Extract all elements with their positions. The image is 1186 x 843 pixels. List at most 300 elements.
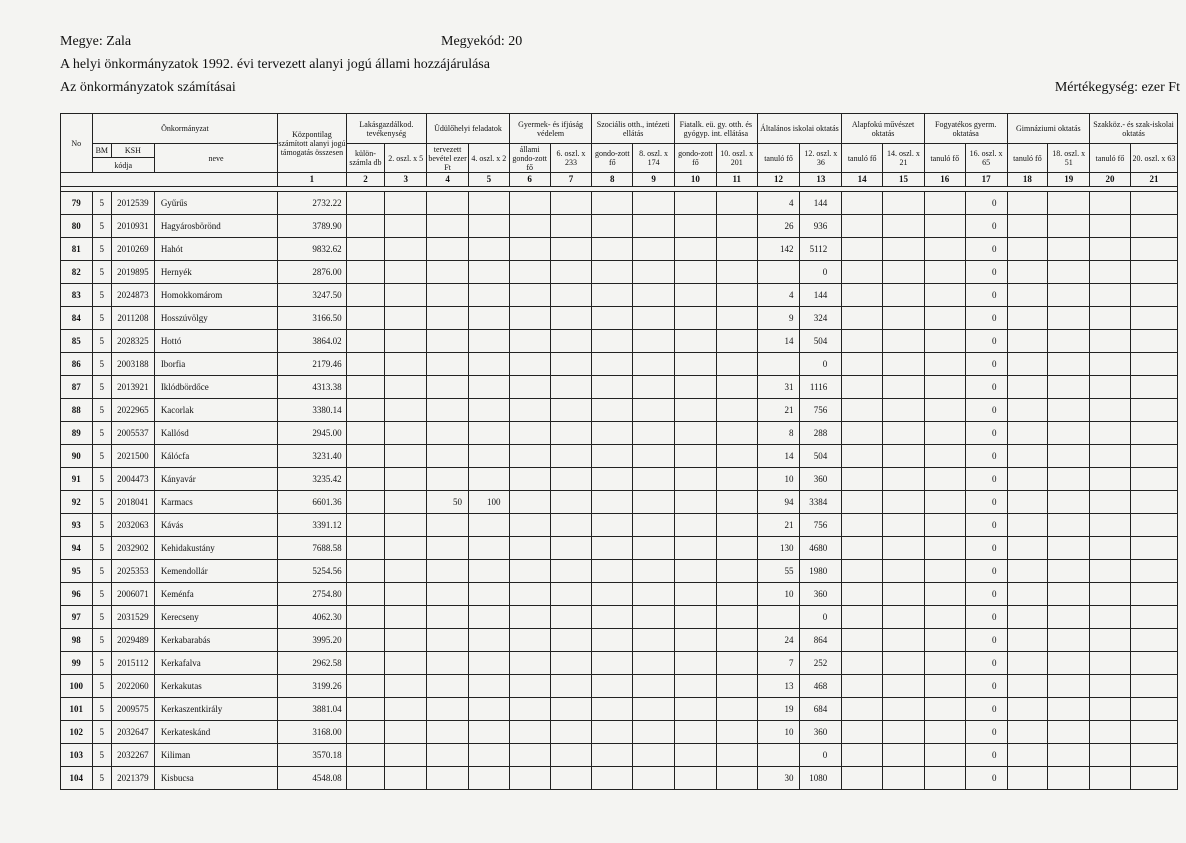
col-4-cell xyxy=(427,560,469,583)
col-19-cell xyxy=(1048,675,1090,698)
col-13-cell: 360 xyxy=(800,583,842,606)
col-9-cell xyxy=(633,422,675,445)
group-fogyatekos-header: Fogyatékos gyerm. oktatása xyxy=(924,114,1007,144)
col-20-cell xyxy=(1090,560,1131,583)
col-14-cell xyxy=(842,744,883,767)
col-19-cell xyxy=(1048,307,1090,330)
col-5-cell xyxy=(468,399,509,422)
col-16-cell xyxy=(924,675,965,698)
col-9-cell xyxy=(633,514,675,537)
col-number-14: 14 xyxy=(842,173,883,187)
total-support-cell: 2732.22 xyxy=(278,192,346,215)
col-3-cell xyxy=(385,583,427,606)
municipality-name-cell: Gyűrűs xyxy=(154,192,277,215)
col-3-cell xyxy=(385,537,427,560)
col-10-cell xyxy=(675,606,717,629)
col-14-cell xyxy=(842,307,883,330)
col-15-cell xyxy=(883,606,925,629)
col-18-cell xyxy=(1007,422,1048,445)
col-6-cell xyxy=(509,215,550,238)
total-support-cell: 3391.12 xyxy=(278,514,346,537)
col-15-cell xyxy=(883,422,925,445)
col-3-cell xyxy=(385,675,427,698)
col-20-cell xyxy=(1090,606,1131,629)
col-14-cell xyxy=(842,238,883,261)
col-8-cell xyxy=(592,192,633,215)
col-21-cell xyxy=(1130,215,1177,238)
col-18-cell xyxy=(1007,491,1048,514)
col-6-cell xyxy=(509,675,550,698)
col-11-cell xyxy=(716,721,757,744)
ksh-code-cell: 2006071 xyxy=(111,583,154,606)
col-7-cell xyxy=(550,468,592,491)
col-3-header: 2. oszl. x 5 xyxy=(385,144,427,173)
col-17-cell: 0 xyxy=(965,376,1007,399)
col-14-cell xyxy=(842,376,883,399)
col-6-cell xyxy=(509,767,550,790)
col-14-header: tanuló fő xyxy=(842,144,883,173)
col-13-cell: 1980 xyxy=(800,560,842,583)
municipality-name-cell: Kerkabarabás xyxy=(154,629,277,652)
total-support-cell: 3199.26 xyxy=(278,675,346,698)
col-15-cell xyxy=(883,698,925,721)
col-13-cell: 936 xyxy=(800,215,842,238)
col-5-cell xyxy=(468,606,509,629)
col-number-9: 9 xyxy=(633,173,675,187)
col-11-cell xyxy=(716,767,757,790)
col-4-cell xyxy=(427,767,469,790)
col-11-cell xyxy=(716,399,757,422)
col-8-cell xyxy=(592,606,633,629)
col-2-cell xyxy=(346,537,385,560)
bm-code-cell: 5 xyxy=(92,583,111,606)
col-20-cell xyxy=(1090,537,1131,560)
col-14-cell xyxy=(842,698,883,721)
col-13-cell: 324 xyxy=(800,307,842,330)
col-12-cell: 4 xyxy=(757,284,800,307)
col-2-cell xyxy=(346,376,385,399)
col-9-cell xyxy=(633,215,675,238)
col-no-header: No xyxy=(61,114,93,173)
col-6-cell xyxy=(509,652,550,675)
col-15-cell xyxy=(883,215,925,238)
col-11-cell xyxy=(716,652,757,675)
municipality-name-cell: Hahót xyxy=(154,238,277,261)
col-16-cell xyxy=(924,468,965,491)
col-10-cell xyxy=(675,284,717,307)
col-9-cell xyxy=(633,721,675,744)
bm-code-cell: 5 xyxy=(92,767,111,790)
col-9-cell xyxy=(633,238,675,261)
col-6-cell xyxy=(509,537,550,560)
col-8-cell xyxy=(592,629,633,652)
col-9-cell xyxy=(633,583,675,606)
col-2-cell xyxy=(346,514,385,537)
col-16-cell xyxy=(924,307,965,330)
col-19-header: 18. oszl. x 51 xyxy=(1048,144,1090,173)
col-15-cell xyxy=(883,583,925,606)
ksh-code-cell: 2022060 xyxy=(111,675,154,698)
col-3-cell xyxy=(385,399,427,422)
col-number-6: 6 xyxy=(509,173,550,187)
col-16-cell xyxy=(924,560,965,583)
row-number-cell: 80 xyxy=(61,215,93,238)
allocation-table xyxy=(60,113,1178,790)
col-6-cell xyxy=(509,629,550,652)
col-12-cell: 9 xyxy=(757,307,800,330)
municipality-name-cell: Kerkaszentkirály xyxy=(154,698,277,721)
col-4-cell: 50 xyxy=(427,491,469,514)
col-9-cell xyxy=(633,445,675,468)
municipality-name-cell: Kacorlak xyxy=(154,399,277,422)
row-number-cell: 99 xyxy=(61,652,93,675)
total-support-cell: 3168.00 xyxy=(278,721,346,744)
col-4-cell xyxy=(427,445,469,468)
col-8-cell xyxy=(592,399,633,422)
col-12-cell: 142 xyxy=(757,238,800,261)
col-15-cell xyxy=(883,629,925,652)
col-10-cell xyxy=(675,652,717,675)
group-alapfoku-header: Alapfokú művészet oktatás xyxy=(842,114,925,144)
col-number-19: 19 xyxy=(1048,173,1090,187)
col-13-header: 12. oszl. x 36 xyxy=(800,144,842,173)
col-17-header: 16. oszl. x 65 xyxy=(965,144,1007,173)
col-8-cell xyxy=(592,422,633,445)
col-14-cell xyxy=(842,514,883,537)
col-10-cell xyxy=(675,514,717,537)
col-4-cell xyxy=(427,307,469,330)
col-16-cell xyxy=(924,215,965,238)
col-12-cell xyxy=(757,353,800,376)
row-number-cell: 79 xyxy=(61,192,93,215)
col-7-cell xyxy=(550,744,592,767)
col-20-cell xyxy=(1090,215,1131,238)
col-3-cell xyxy=(385,560,427,583)
col-14-cell xyxy=(842,399,883,422)
col-19-cell xyxy=(1048,698,1090,721)
col-13-cell: 0 xyxy=(800,744,842,767)
col-4-header: tervezett bevétel ezer Ft xyxy=(428,144,467,172)
col-13-cell: 504 xyxy=(800,330,842,353)
col-17-cell: 0 xyxy=(965,652,1007,675)
col-5-cell xyxy=(468,376,509,399)
col-15-header: 14. oszl. x 21 xyxy=(883,144,925,173)
group-gyermek-header: Gyermek- és ifjúság védelem xyxy=(509,114,592,144)
col-10-cell xyxy=(675,192,717,215)
table-row xyxy=(61,445,1178,468)
col-5-cell xyxy=(468,652,509,675)
total-support-cell: 4062.30 xyxy=(278,606,346,629)
col-4-cell xyxy=(427,215,469,238)
ksh-code-cell: 2013921 xyxy=(111,376,154,399)
ksh-code-cell: 2010931 xyxy=(111,215,154,238)
col-16-cell xyxy=(924,353,965,376)
col-2-cell xyxy=(346,422,385,445)
col-11-cell xyxy=(716,215,757,238)
col-7-cell xyxy=(550,767,592,790)
col-11-cell xyxy=(716,330,757,353)
col-9-cell xyxy=(633,353,675,376)
col-7-cell xyxy=(550,560,592,583)
col-16-header: tanuló fő xyxy=(924,144,965,173)
col-6-cell xyxy=(509,445,550,468)
table-row xyxy=(61,353,1178,376)
col-18-cell xyxy=(1007,215,1048,238)
col-7-cell xyxy=(550,583,592,606)
bm-code-cell: 5 xyxy=(92,422,111,445)
col-16-cell xyxy=(924,652,965,675)
col-21-cell xyxy=(1130,629,1177,652)
col-16-cell xyxy=(924,629,965,652)
municipality-name-cell: Kálócfa xyxy=(154,445,277,468)
col-12-cell: 10 xyxy=(757,583,800,606)
document-subtitle: Az önkormányzatok számításai xyxy=(60,80,236,95)
col-16-cell xyxy=(924,721,965,744)
municipality-name-cell: Kallósd xyxy=(154,422,277,445)
col-15-cell xyxy=(883,330,925,353)
ksh-code-cell: 2004473 xyxy=(111,468,154,491)
col-3-cell xyxy=(385,376,427,399)
col-17-cell: 0 xyxy=(965,353,1007,376)
group-gimnazium-header: Gimnáziumi oktatás xyxy=(1007,114,1090,144)
col-15-cell xyxy=(883,491,925,514)
total-support-cell: 3881.04 xyxy=(278,698,346,721)
col-9-cell xyxy=(633,698,675,721)
col-18-cell xyxy=(1007,767,1048,790)
col-7-cell xyxy=(550,261,592,284)
col-7-cell xyxy=(550,284,592,307)
col-16-cell xyxy=(924,261,965,284)
col-10-cell xyxy=(675,399,717,422)
col-7-cell xyxy=(550,675,592,698)
col-12-cell: 10 xyxy=(757,721,800,744)
col-16-cell xyxy=(924,284,965,307)
col-12-cell xyxy=(757,261,800,284)
col-21-cell xyxy=(1130,514,1177,537)
col-13-cell: 0 xyxy=(800,353,842,376)
col-4-cell xyxy=(427,261,469,284)
ksh-code-cell: 2010269 xyxy=(111,238,154,261)
col-18-cell xyxy=(1007,721,1048,744)
col-9-cell xyxy=(633,652,675,675)
col-6-cell xyxy=(509,560,550,583)
col-2-cell xyxy=(346,675,385,698)
municipality-name-cell: Kerkateskánd xyxy=(154,721,277,744)
table-row xyxy=(61,192,1178,215)
col-15-cell xyxy=(883,652,925,675)
col-13-cell: 5112 xyxy=(800,238,842,261)
col-8-cell xyxy=(592,307,633,330)
col-20-header: tanuló fő xyxy=(1090,144,1131,173)
col-19-cell xyxy=(1048,721,1090,744)
col-13-cell: 3384 xyxy=(800,491,842,514)
bm-code-cell: 5 xyxy=(92,468,111,491)
municipality-name-cell: Kerecseny xyxy=(154,606,277,629)
ksh-code-cell: 2018041 xyxy=(111,491,154,514)
bm-code-cell: 5 xyxy=(92,560,111,583)
col-20-cell xyxy=(1090,652,1131,675)
col-11-cell xyxy=(716,468,757,491)
col-17-cell: 0 xyxy=(965,560,1007,583)
col-8-cell xyxy=(592,238,633,261)
row-number-cell: 86 xyxy=(61,353,93,376)
ksh-code-cell: 2011208 xyxy=(111,307,154,330)
col-19-cell xyxy=(1048,560,1090,583)
col-10-cell xyxy=(675,376,717,399)
col-8-cell xyxy=(592,698,633,721)
col-4-cell xyxy=(427,422,469,445)
col-14-cell xyxy=(842,652,883,675)
col-15-cell xyxy=(883,376,925,399)
col-11-cell xyxy=(716,261,757,284)
col-15-cell xyxy=(883,537,925,560)
county-label: Megye: Zala xyxy=(60,34,132,49)
col-8-cell xyxy=(592,537,633,560)
col-11-cell xyxy=(716,698,757,721)
col-number-7: 7 xyxy=(550,173,592,187)
table-row xyxy=(61,675,1178,698)
col-9-cell xyxy=(633,468,675,491)
col-12-cell: 24 xyxy=(757,629,800,652)
col-11-cell xyxy=(716,491,757,514)
col-17-cell: 0 xyxy=(965,307,1007,330)
col-14-cell xyxy=(842,721,883,744)
bm-code-cell: 5 xyxy=(92,675,111,698)
col-6-cell xyxy=(509,583,550,606)
col-12-cell: 30 xyxy=(757,767,800,790)
bm-code-cell: 5 xyxy=(92,376,111,399)
row-number-cell: 96 xyxy=(61,583,93,606)
col-18-cell xyxy=(1007,583,1048,606)
col-17-cell: 0 xyxy=(965,422,1007,445)
col-13-cell: 1116 xyxy=(800,376,842,399)
col-11-cell xyxy=(716,583,757,606)
col-4-cell xyxy=(427,537,469,560)
col-12-cell xyxy=(757,744,800,767)
table-row xyxy=(61,698,1178,721)
col-8-cell xyxy=(592,445,633,468)
col-4-cell xyxy=(427,192,469,215)
row-number-cell: 101 xyxy=(61,698,93,721)
col-number-1: 1 xyxy=(278,173,346,187)
col-21-cell xyxy=(1130,675,1177,698)
col-4-cell xyxy=(427,238,469,261)
col-19-cell xyxy=(1048,468,1090,491)
col-15-cell xyxy=(883,721,925,744)
col-21-cell xyxy=(1130,491,1177,514)
col-5-cell xyxy=(468,353,509,376)
col-14-cell xyxy=(842,261,883,284)
col-6-cell xyxy=(509,744,550,767)
col-21-cell xyxy=(1130,399,1177,422)
col-3-cell xyxy=(385,192,427,215)
col-18-cell xyxy=(1007,560,1048,583)
table-row xyxy=(61,422,1178,445)
col-5-cell xyxy=(468,445,509,468)
total-support-cell: 2962.58 xyxy=(278,652,346,675)
col-16-cell xyxy=(924,491,965,514)
county-code-label: Megyekód: 20 xyxy=(441,34,523,49)
col-13-cell: 360 xyxy=(800,468,842,491)
col-20-cell xyxy=(1090,422,1131,445)
ksh-code-cell: 2024873 xyxy=(111,284,154,307)
col-20-cell xyxy=(1090,468,1131,491)
col-number-12: 12 xyxy=(757,173,800,187)
col-3-cell xyxy=(385,422,427,445)
col-19-cell xyxy=(1048,192,1090,215)
col-12-cell: 55 xyxy=(757,560,800,583)
municipality-name-cell: Kemendollár xyxy=(154,560,277,583)
table-row xyxy=(61,468,1178,491)
col-2-cell xyxy=(346,215,385,238)
col-13-cell: 288 xyxy=(800,422,842,445)
ksh-code-cell: 2021379 xyxy=(111,767,154,790)
col-7-cell xyxy=(550,698,592,721)
col-5-cell xyxy=(468,744,509,767)
col-2-cell xyxy=(346,399,385,422)
col-6-cell xyxy=(509,353,550,376)
col-7-cell xyxy=(550,238,592,261)
col-14-cell xyxy=(842,537,883,560)
col-20-cell xyxy=(1090,698,1131,721)
group-szakkoz-header: Szakköz.- és szak-iskolai oktatás xyxy=(1090,114,1178,144)
col-2-cell xyxy=(346,767,385,790)
col-6-cell xyxy=(509,238,550,261)
col-13-cell: 144 xyxy=(800,192,842,215)
ksh-code-cell: 2028325 xyxy=(111,330,154,353)
col-12-cell: 130 xyxy=(757,537,800,560)
col-14-cell xyxy=(842,675,883,698)
col-3-cell xyxy=(385,215,427,238)
col-4-cell xyxy=(427,353,469,376)
col-5-cell xyxy=(468,560,509,583)
col-18-cell xyxy=(1007,307,1048,330)
col-6-cell xyxy=(509,376,550,399)
col-14-cell xyxy=(842,445,883,468)
table-row xyxy=(61,652,1178,675)
col-21-cell xyxy=(1130,445,1177,468)
col-15-cell xyxy=(883,767,925,790)
col-3-cell xyxy=(385,468,427,491)
total-support-cell: 2876.00 xyxy=(278,261,346,284)
col-2-cell xyxy=(346,583,385,606)
col-kodja-header: kódja xyxy=(92,158,154,173)
table-row xyxy=(61,330,1178,353)
col-11-cell xyxy=(716,284,757,307)
ksh-code-cell: 2015112 xyxy=(111,652,154,675)
municipality-name-cell: Keménfa xyxy=(154,583,277,606)
col-19-cell xyxy=(1048,399,1090,422)
col-16-cell xyxy=(924,514,965,537)
col-21-cell xyxy=(1130,652,1177,675)
total-support-cell: 3864.02 xyxy=(278,330,346,353)
col-8-cell xyxy=(592,261,633,284)
col-19-cell xyxy=(1048,215,1090,238)
col-19-cell xyxy=(1048,330,1090,353)
col-18-cell xyxy=(1007,744,1048,767)
bm-code-cell: 5 xyxy=(92,399,111,422)
col-2-cell xyxy=(346,238,385,261)
col-12-cell: 94 xyxy=(757,491,800,514)
col-15-cell xyxy=(883,445,925,468)
col-10-cell xyxy=(675,238,717,261)
bm-code-cell: 5 xyxy=(92,307,111,330)
col-17-cell: 0 xyxy=(965,767,1007,790)
col-19-cell xyxy=(1048,422,1090,445)
col-18-cell xyxy=(1007,629,1048,652)
col-3-cell xyxy=(385,514,427,537)
col-7-cell xyxy=(550,606,592,629)
